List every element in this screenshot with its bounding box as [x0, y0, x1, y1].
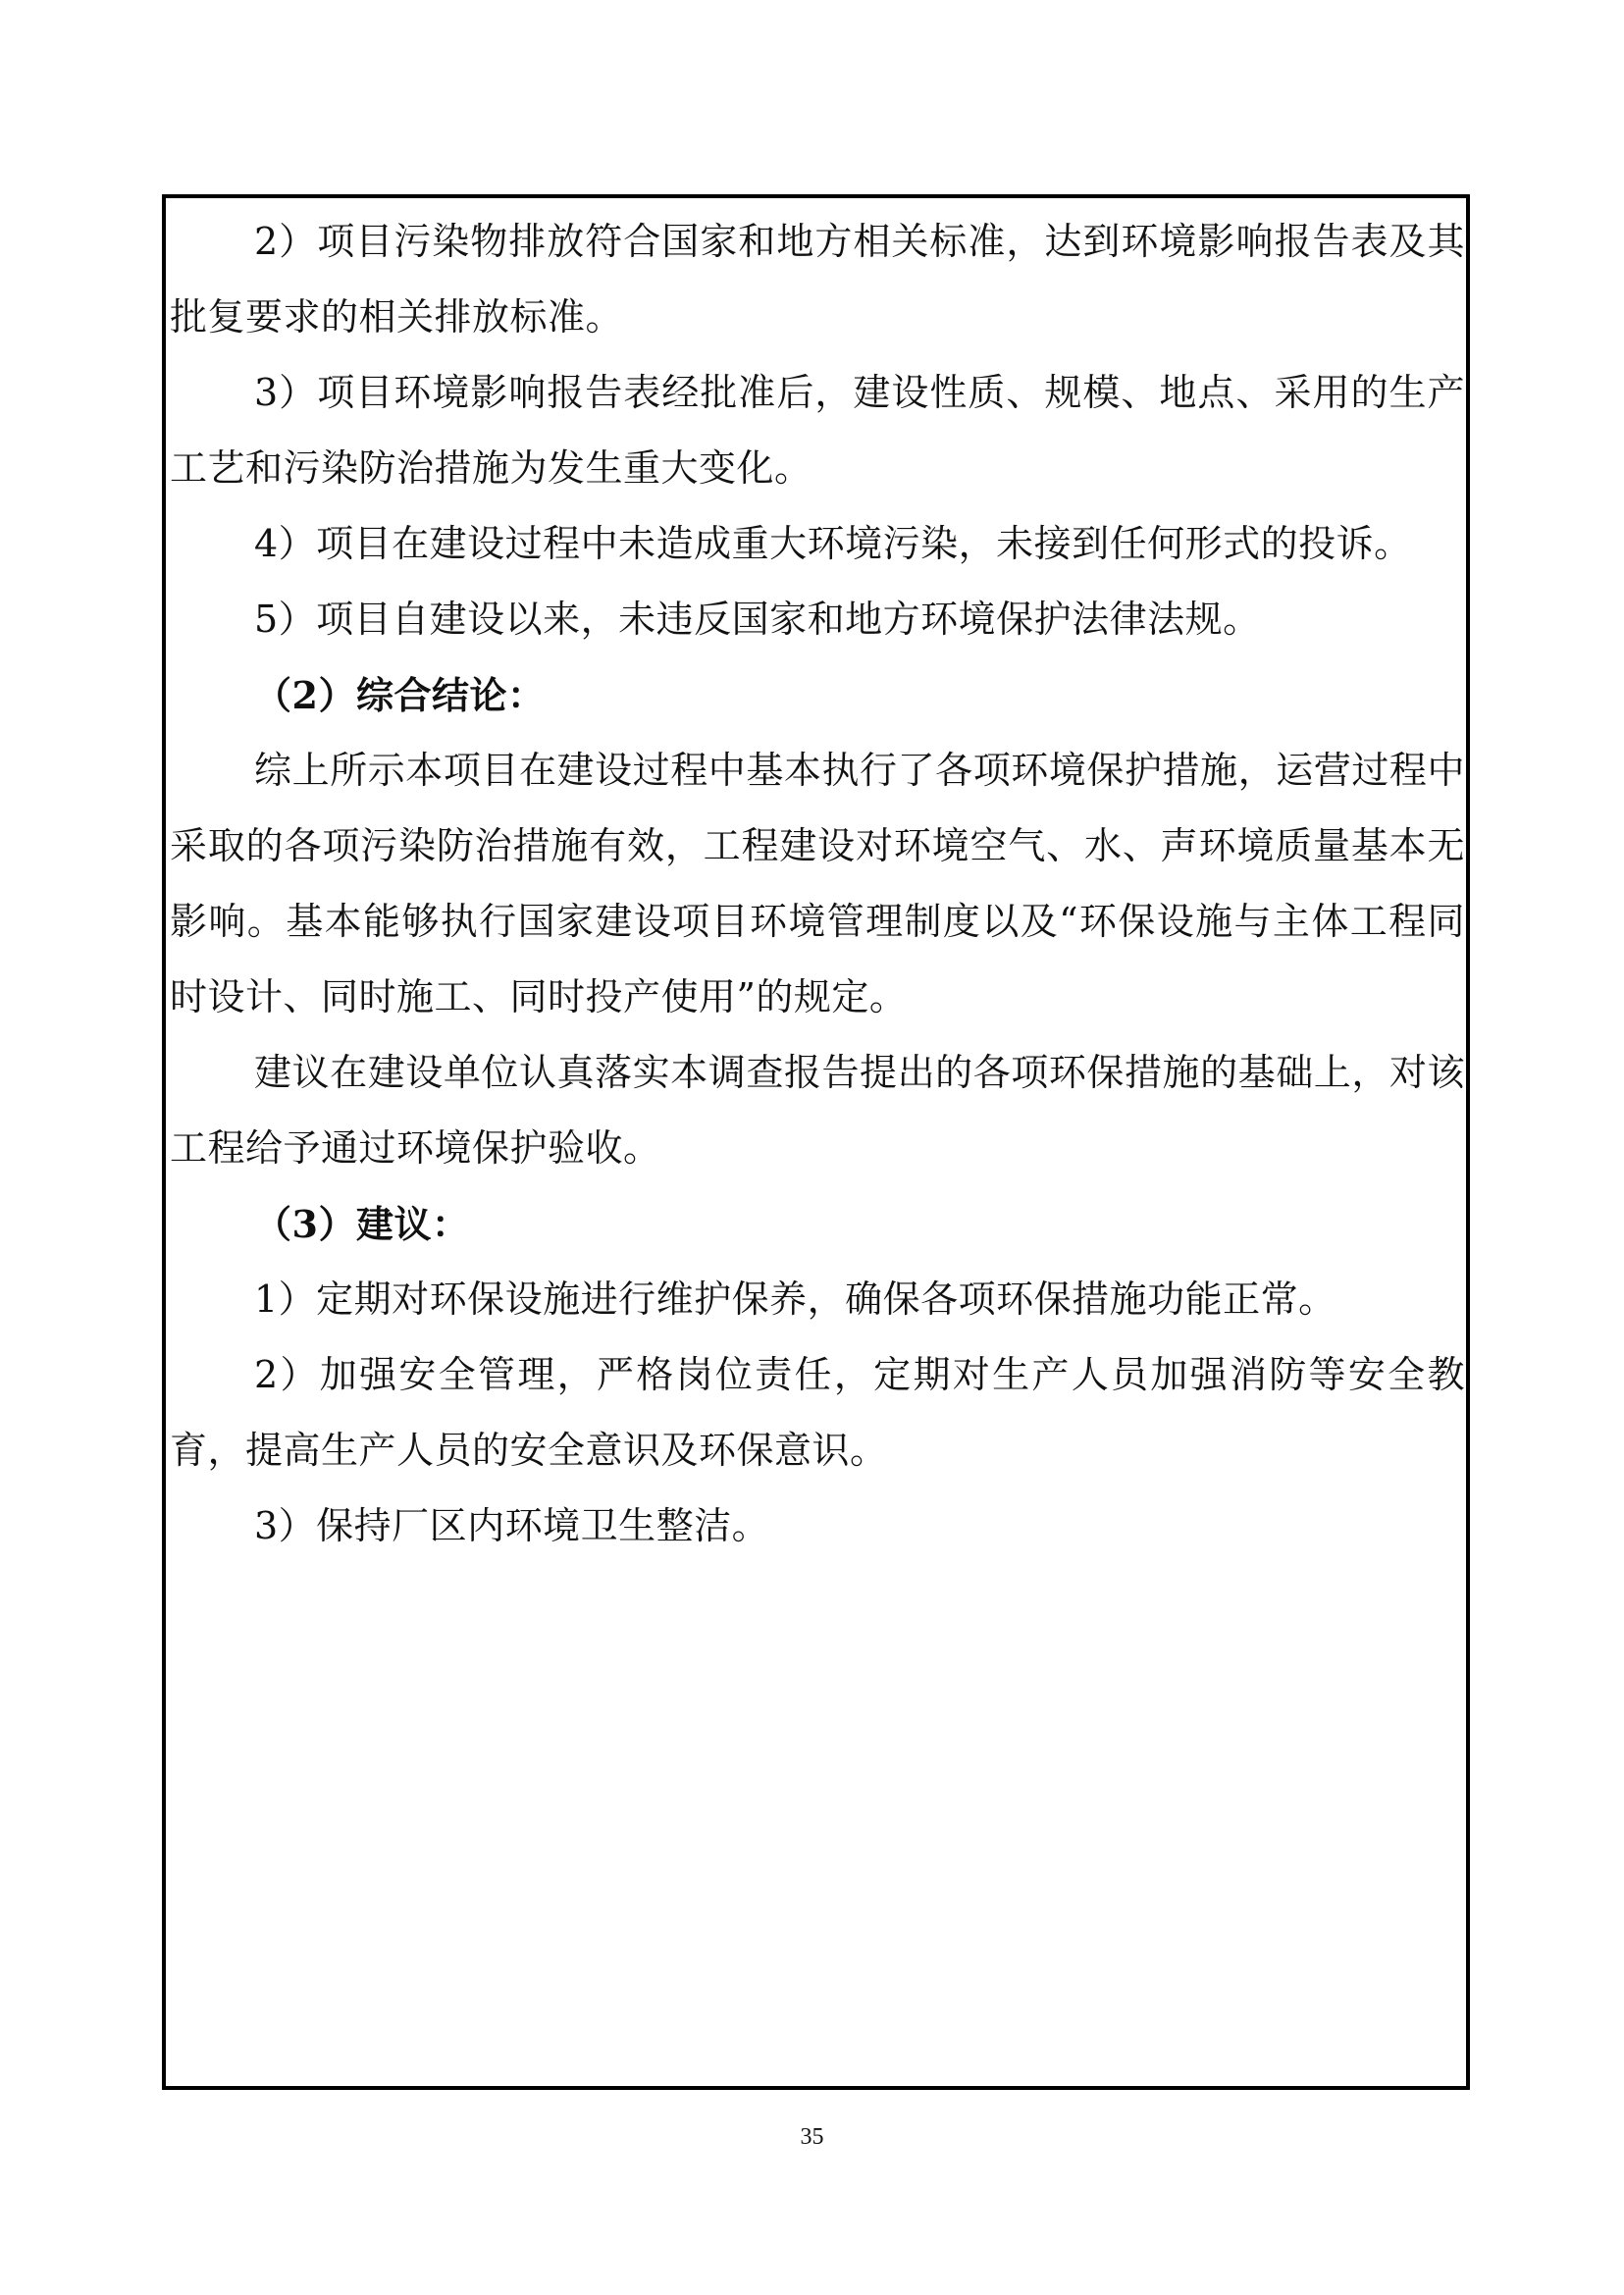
document-body: [170, 204, 1465, 1564]
page-number: 35: [800, 2124, 824, 2150]
paragraph-item-2: 2）项目污染物排放符合国家和地方相关标准，达到环境影响报告表及其批复要求的相关排放标准。: [170, 220, 1465, 339]
paragraph-item-3: 3）项目环境影响报告表经批准后，建设性质、规模、地点、采用的生产工艺和污染防治措施为发生重大变化。: [170, 371, 1465, 490]
section-heading-suggestions: （3）建议：: [254, 1202, 470, 1246]
paragraph-conclusion-recommendation: 建议在建设单位认真落实本调查报告提出的各项环保措施的基础上，对该工程给予通过环境保护验收。: [170, 1051, 1465, 1170]
suggestion-item-2: 2）加强安全管理，严格岗位责任，定期对生产人员加强消防等安全教育，提高生产人员的安全意识及环保意识。: [170, 1353, 1465, 1472]
paragraph-item-5: 5）项目自建设以来，未违反国家和地方环境保护法律法规。: [254, 598, 1261, 641]
suggestion-item-1: 1）定期对环保设施进行维护保养，确保各项环保措施功能正常。: [254, 1278, 1336, 1321]
paragraph-item-4: 4）项目在建设过程中未造成重大环境污染，未接到任何形式的投诉。: [254, 522, 1412, 565]
section-heading-conclusion: （2）综合结论：: [254, 673, 546, 717]
paragraph-conclusion-summary: 综上所示本项目在建设过程中基本执行了各项环境保护措施，运营过程中采取的各项污染防治措施有效，工程建设对环境空气、水、声环境质量基本无影响。基本能够执行国家建设项目环境管理制度以及“环保设施与主体工程同时设计、同时施工、同时投产使用”的规定。: [170, 749, 1465, 1018]
suggestion-item-3: 3）保持厂区内环境卫生整洁。: [254, 1504, 770, 1547]
